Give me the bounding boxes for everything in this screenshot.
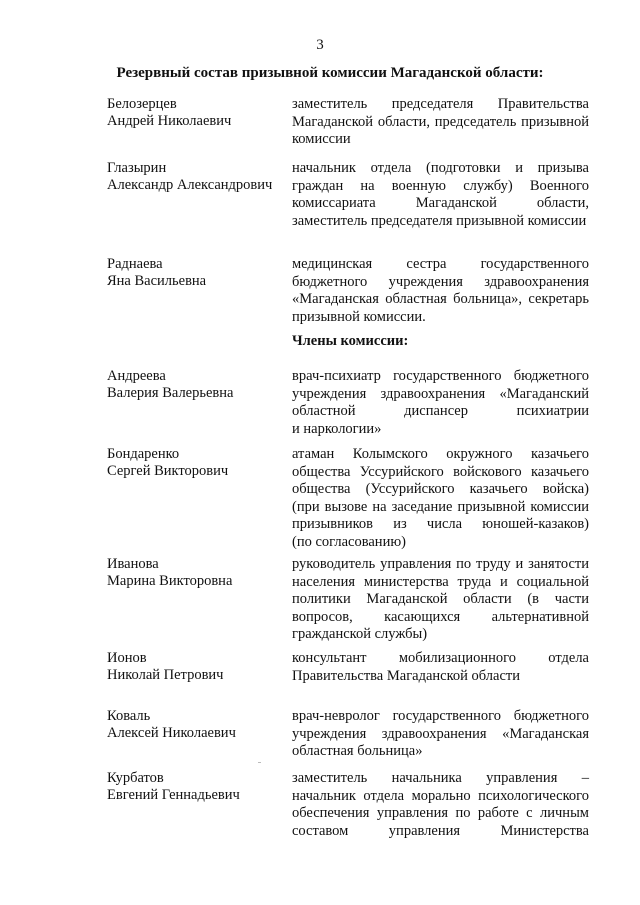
position-line: учреждения здравоохранения «Магаданский bbox=[292, 385, 589, 402]
member-surname: Раднаева bbox=[107, 256, 163, 272]
position-line: заместитель председателя призывной комиссии bbox=[292, 212, 587, 229]
position-line: комиссии bbox=[292, 131, 351, 147]
member-position bbox=[292, 160, 589, 230]
position-line: общества Уссурийского войскового казачьего bbox=[292, 463, 589, 480]
position-line: заместитель начальника управления – bbox=[292, 770, 589, 786]
position-line: областная больница» bbox=[292, 743, 423, 759]
member-given-names: Александр Александрович bbox=[107, 177, 273, 193]
position-line: атаман Колымского окружного казачьего bbox=[292, 446, 589, 462]
position-line: консультант мобилизационного отдела bbox=[292, 650, 589, 666]
member-position bbox=[292, 708, 589, 761]
position-line: населения министерства труда и социальной bbox=[292, 573, 589, 590]
member-given-names: Яна Васильевна bbox=[107, 273, 207, 289]
position-line: врач-психиатр государственного бюджетного bbox=[292, 368, 589, 384]
position-line: Магаданской области, председатель призывной bbox=[292, 113, 589, 130]
position-line: комиссариата Магаданской области, bbox=[292, 195, 589, 211]
member-given-names: Евгений Геннадьевич bbox=[107, 787, 240, 803]
member-surname: Бондаренко bbox=[107, 446, 180, 462]
position-line: призывной комиссии. bbox=[292, 308, 426, 325]
member-given-names: Алексей Николаевич bbox=[107, 725, 236, 741]
member-surname: Курбатов bbox=[107, 770, 164, 786]
position-line: (при вызове на заседание призывной комиссии bbox=[292, 498, 589, 515]
scan-speck bbox=[258, 762, 261, 763]
position-line: граждан на военную службу) Военного bbox=[292, 177, 589, 194]
position-line: гражданской службы) bbox=[292, 626, 428, 642]
position-line: составом управления Министерства bbox=[292, 822, 589, 839]
member-name bbox=[107, 770, 287, 804]
member-surname: Глазырин bbox=[107, 160, 167, 176]
position-line: бюджетного учреждения здравоохранения bbox=[292, 273, 589, 290]
member-given-names: Николай Петрович bbox=[107, 667, 224, 683]
position-line: (по согласованию) bbox=[292, 533, 406, 550]
member-position bbox=[292, 368, 589, 438]
member-name bbox=[107, 556, 287, 590]
member-surname: Ионов bbox=[107, 650, 147, 666]
position-line: руководитель управления по труду и занятости bbox=[292, 556, 589, 572]
member-given-names: Сергей Викторович bbox=[107, 463, 229, 479]
member-position bbox=[292, 650, 589, 685]
member-name bbox=[107, 650, 287, 684]
position-line: политики Магаданской области (в части bbox=[292, 591, 589, 607]
position-line: медицинская сестра государственного bbox=[292, 256, 589, 272]
member-position bbox=[292, 556, 589, 644]
member-position bbox=[292, 770, 589, 840]
position-line: учреждения здравоохранения «Магаданская bbox=[292, 725, 589, 742]
member-position bbox=[292, 256, 589, 326]
member-given-names: Валерия Валерьевна bbox=[107, 385, 234, 401]
position-line: начальник отдела морально психологического bbox=[292, 787, 589, 804]
position-line: Правительства Магаданской области bbox=[292, 667, 521, 684]
position-line: обеспечения управления по работе с личным bbox=[292, 805, 589, 821]
position-line: «Магаданская областная больница», секретарь bbox=[292, 291, 589, 307]
position-line: призывников из числа юношей-казаков) bbox=[292, 516, 589, 532]
member-given-names: Марина Викторовна bbox=[107, 573, 233, 589]
member-surname: Иванова bbox=[107, 556, 159, 572]
position-line: вопросов, касающихся альтернативной bbox=[292, 608, 589, 625]
position-line: общества (Уссурийского казачьего войска) bbox=[292, 481, 589, 497]
member-position bbox=[292, 96, 589, 149]
members-heading: Члены комиссии: bbox=[292, 333, 409, 349]
page-number: 3 bbox=[316, 37, 324, 53]
member-given-names: Андрей Николаевич bbox=[107, 113, 232, 129]
position-line: начальник отдела (подготовки и призыва bbox=[292, 160, 589, 176]
member-name bbox=[107, 256, 287, 290]
member-name bbox=[107, 160, 287, 194]
member-surname: Белозерцев bbox=[107, 96, 177, 112]
member-position bbox=[292, 446, 589, 551]
member-surname: Коваль bbox=[107, 708, 151, 724]
position-line: врач-невролог государственного бюджетного bbox=[292, 708, 589, 724]
member-name bbox=[107, 446, 287, 480]
member-name bbox=[107, 96, 287, 130]
position-line: областной диспансер психиатрии bbox=[292, 403, 589, 419]
member-surname: Андреева bbox=[107, 368, 166, 384]
document-title: Резервный состав призывной комиссии Магаданской области: bbox=[116, 65, 544, 81]
position-line: заместитель председателя Правительства bbox=[292, 96, 589, 112]
member-name bbox=[107, 368, 287, 402]
member-name bbox=[107, 708, 287, 742]
position-line: и наркологии» bbox=[292, 420, 382, 437]
